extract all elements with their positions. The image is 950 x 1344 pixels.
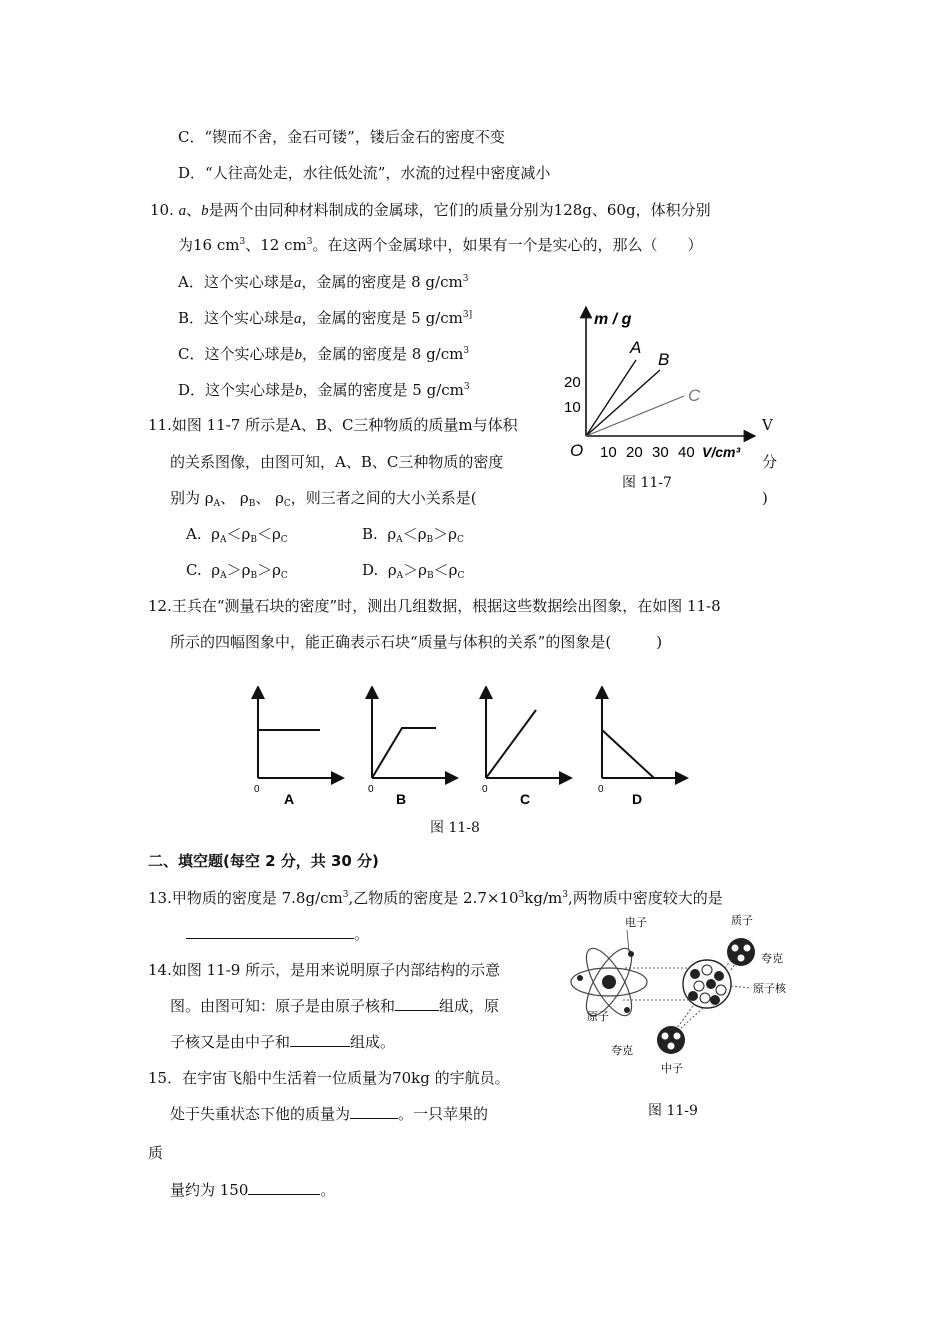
q14-blank-2[interactable] — [290, 1032, 350, 1047]
graph-b-origin: 0 — [368, 784, 374, 795]
q11-stem-line3-tail: ) — [762, 489, 768, 507]
graph-a-origin: 0 — [254, 784, 260, 795]
q11-option-d: D. $\rho_A>\rho_B<\rho_C$ — [362, 561, 465, 581]
line-c-label: C — [688, 386, 701, 405]
q14-blank-1[interactable] — [395, 996, 439, 1011]
q15-blank-1[interactable] — [350, 1104, 398, 1119]
graph-a-label: A — [284, 791, 295, 807]
graph-c-label: C — [520, 791, 531, 807]
q9-option-c: C．“锲而不舍，金石可镂”，镂后金石的密度不变 — [178, 128, 505, 146]
y-tick-20: 20 — [564, 374, 581, 391]
figure-11-8 — [240, 686, 710, 810]
proton-diagram — [727, 938, 755, 966]
line-b-label: B — [658, 350, 670, 369]
line-a-label: A — [630, 338, 642, 357]
q10-option-d: D．这个实心球是b，金属的密度是 5 $g/cm^3$ — [178, 381, 470, 399]
q11-option-b: B. $\rho_A<\rho_B>\rho_C$ — [362, 525, 464, 545]
figure-11-9 — [565, 910, 810, 1075]
figure-11-8-caption: 图 11-8 — [430, 820, 480, 836]
figure-11-7 — [560, 300, 760, 465]
q11-stem-line2: 的关系图像，由图可知，A、B、C三种物质的密度 — [170, 453, 504, 471]
origin-label: O — [570, 441, 584, 460]
graph-b — [368, 692, 452, 807]
x-axis-label: V/cm³ — [702, 444, 741, 460]
q11-option-c: C. $\rho_A>\rho_B>\rho_C$ — [186, 561, 288, 581]
q15-stem-line2: 处于失重状态下他的质量为 。一只苹果的 — [170, 1105, 489, 1123]
q15-blank-2[interactable] — [248, 1180, 320, 1195]
graph-d — [598, 692, 682, 807]
q11-stem-line1-tail: V — [762, 416, 773, 434]
figure-11-9-caption: 图 11-9 — [648, 1103, 698, 1119]
q15-stem-line1: 15．在宇宙飞船中生活着一位质量为70kg 的宇航员。 — [148, 1069, 510, 1087]
q10-stem-line1: 10. a、b是两个由同种材料制成的金属球，它们的质量分别为128g、60g，体积分别 — [150, 201, 711, 219]
line-c — [586, 396, 684, 436]
figure-11-7-caption: 图 11-7 — [622, 475, 672, 491]
q11-stem-line3: 别为 $\rho_A$、 $\rho_B$、 $\rho_C$，则三者之间的大小关系是( — [170, 489, 477, 509]
q11-stem-line1: 11.如图 11-7 所示是A、B、C三种物质的质量m与体积 — [148, 416, 518, 434]
y-tick-10: 10 — [564, 399, 581, 416]
q14-stem-line2: 图。由图可知：原子是由原子核和 组成，原 — [170, 997, 500, 1015]
label-electron: 电子 — [625, 917, 647, 929]
label-quark-2: 夸克 — [611, 1045, 633, 1057]
q11-stem-line2-tail: 分 — [762, 453, 778, 471]
q10-option-c: C．这个实心球是b，金属的密度是 8 $g/cm^3$ — [178, 345, 470, 363]
y-axis-label: m / g — [594, 311, 632, 328]
x-tick-40: 40 — [678, 444, 695, 461]
graph-b-label: B — [396, 791, 407, 807]
label-atom: 原子 — [587, 1011, 609, 1023]
q12-stem-line1: 12.王兵在“测量石块的密度”时，测出几组数据，根据这些数据绘出图象，在如图 11-8 — [148, 597, 721, 615]
q10-option-a: A．这个实心球是a，金属的密度是 8 $g/cm^3$ — [178, 273, 469, 291]
label-proton: 质子 — [731, 915, 753, 927]
q10-option-b: B．这个实心球是a，金属的密度是 5 $g/cm^{3]}$ — [178, 309, 473, 327]
nucleus-diagram — [683, 960, 731, 1008]
x-tick-30: 30 — [652, 444, 669, 461]
section-2-title: 二、填空题(每空 2 分，共 30 分) — [148, 852, 379, 870]
q14-stem-line1: 14.如图 11-9 所示，是用来说明原子内部结构的示意 — [148, 961, 501, 979]
q11-option-a: A. $\rho_A<\rho_B<\rho_C$ — [186, 525, 288, 545]
label-nucleus: 原子核 — [753, 983, 786, 995]
q14-stem-line3: 子核又是由中子和 组成。 — [170, 1033, 396, 1051]
q13-stem: 13.甲物质的密度是 $7.8g/cm^3$,乙物质的密度是 $2.7\times 10^3kg/m^3$,两物质中密度较大的是 — [148, 889, 723, 907]
q13-answer-line: 。 — [186, 924, 369, 944]
label-neutron: 中子 — [661, 1063, 683, 1075]
graph-c-origin: 0 — [482, 784, 488, 795]
label-quark-1: 夸克 — [761, 953, 783, 965]
graph-d-label: D — [632, 791, 643, 807]
q9-option-d: D．“人往高处走，水往低处流”，水流的过程中密度减小 — [178, 164, 551, 182]
q10-stem-line2: 为16 $cm^3$、12 $cm^3$。在这两个金属球中，如果有一个是实心的，那么（ ） — [178, 236, 703, 254]
graph-d-origin: 0 — [598, 784, 604, 795]
q13-blank[interactable] — [186, 924, 354, 939]
neutron-diagram — [657, 1026, 685, 1054]
atom-diagram — [571, 942, 647, 1022]
q15-stem-line4: 量约为 150 。 — [170, 1181, 336, 1199]
graph-c — [482, 692, 566, 807]
graph-a — [254, 692, 338, 807]
x-tick-10: 10 — [600, 444, 617, 461]
q12-stem-line2: 所示的四幅图象中，能正确表示石块“质量与体积的关系”的图象是( ) — [170, 633, 663, 651]
x-tick-20: 20 — [626, 444, 643, 461]
q15-stem-line3: 质 — [148, 1144, 164, 1162]
